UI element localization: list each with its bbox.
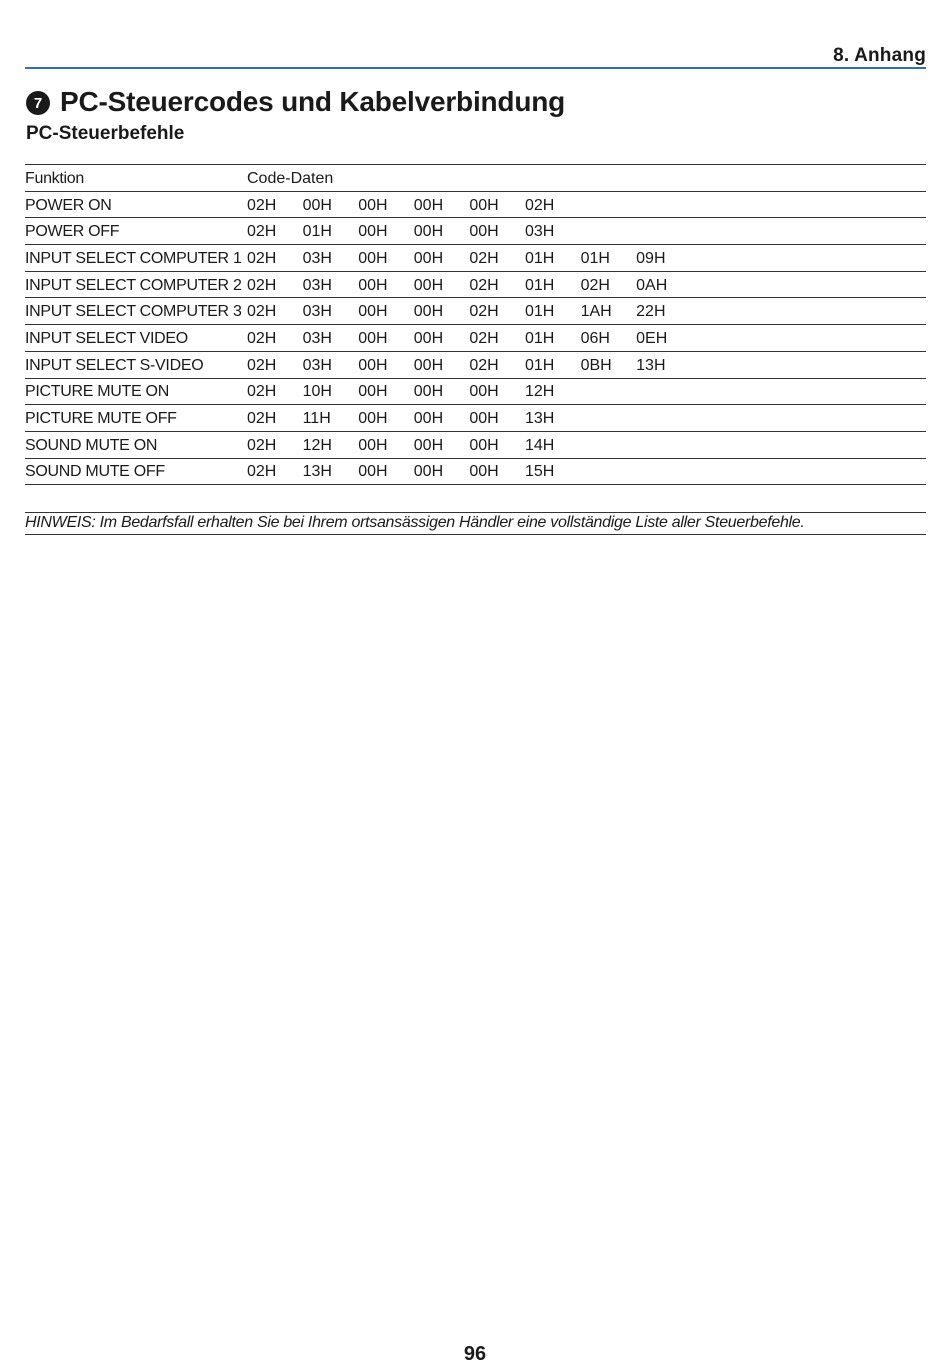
section-title: PC-Steuerbefehle [26, 123, 185, 144]
code-cell [636, 405, 926, 432]
code-cell: 00H [469, 458, 525, 485]
code-cell: 00H [358, 351, 414, 378]
table-row [25, 378, 926, 405]
code-cell [581, 405, 637, 432]
function-cell: PICTURE MUTE OFF [25, 405, 247, 432]
function-cell: POWER ON [25, 191, 247, 218]
code-cell: 00H [358, 271, 414, 298]
code-cell: 02H [247, 325, 303, 352]
code-cell [636, 431, 926, 458]
code-cell: 01H [525, 271, 581, 298]
code-cell: 00H [358, 431, 414, 458]
code-cell [581, 431, 637, 458]
function-cell: PICTURE MUTE ON [25, 378, 247, 405]
header-function: Funktion [25, 165, 247, 192]
code-cell: 15H [525, 458, 581, 485]
code-cell: 12H [303, 431, 359, 458]
table-row [25, 218, 926, 245]
code-cell: 03H [303, 298, 359, 325]
code-cell: 22H [636, 298, 926, 325]
table-header-row [25, 165, 926, 192]
code-cell: 02H [247, 271, 303, 298]
code-cell: 00H [358, 325, 414, 352]
function-cell: SOUND MUTE OFF [25, 458, 247, 485]
table-row [25, 245, 926, 272]
header-rule [25, 67, 926, 69]
code-cell [636, 378, 926, 405]
code-cell: 14H [525, 431, 581, 458]
table-row [25, 458, 926, 485]
code-cell: 0EH [636, 325, 926, 352]
code-cell: 00H [469, 218, 525, 245]
code-cell: 00H [414, 351, 470, 378]
code-cell: 0AH [636, 271, 926, 298]
code-cell: 02H [247, 405, 303, 432]
code-cell [636, 218, 926, 245]
code-cell: 01H [525, 245, 581, 272]
command-table [25, 164, 926, 485]
code-cell: 01H [581, 245, 637, 272]
code-cell: 02H [247, 458, 303, 485]
function-cell: INPUT SELECT COMPUTER 2 [25, 271, 247, 298]
function-cell: INPUT SELECT VIDEO [25, 325, 247, 352]
code-cell: 00H [414, 458, 470, 485]
code-cell: 00H [414, 245, 470, 272]
code-cell: 02H [247, 191, 303, 218]
page-title [26, 86, 565, 118]
code-cell: 00H [414, 191, 470, 218]
code-cell [581, 191, 637, 218]
function-cell: SOUND MUTE ON [25, 431, 247, 458]
code-cell: 03H [525, 218, 581, 245]
code-cell: 02H [247, 431, 303, 458]
code-cell: 03H [303, 325, 359, 352]
code-cell: 06H [581, 325, 637, 352]
code-cell: 00H [414, 378, 470, 405]
code-cell: 10H [303, 378, 359, 405]
code-cell: 02H [469, 245, 525, 272]
code-cell: 02H [469, 325, 525, 352]
code-cell: 00H [414, 405, 470, 432]
code-cell: 13H [303, 458, 359, 485]
code-cell: 1AH [581, 298, 637, 325]
section-number-badge: 7 [26, 91, 50, 115]
table-row [25, 351, 926, 378]
table-row [25, 431, 926, 458]
code-cell: 00H [358, 191, 414, 218]
code-cell [581, 458, 637, 485]
code-cell [636, 458, 926, 485]
code-cell: 00H [414, 325, 470, 352]
table-row [25, 271, 926, 298]
code-cell [581, 218, 637, 245]
table-row [25, 405, 926, 432]
code-cell: 00H [469, 191, 525, 218]
note-hint: HINWEIS: Im Bedarfsfall erhalten Sie bei Ihrem ortsansässigen Händler eine vollständige Liste aller Steuerbefehle. [25, 512, 926, 535]
code-cell: 00H [469, 431, 525, 458]
code-cell: 00H [414, 218, 470, 245]
code-cell: 01H [525, 298, 581, 325]
function-cell: INPUT SELECT S-VIDEO [25, 351, 247, 378]
header-code-data: Code-Daten [247, 165, 926, 192]
code-cell: 00H [358, 218, 414, 245]
code-cell: 11H [303, 405, 359, 432]
code-cell: 03H [303, 245, 359, 272]
code-cell: 00H [358, 458, 414, 485]
function-cell: INPUT SELECT COMPUTER 3 [25, 298, 247, 325]
code-cell: 02H [247, 245, 303, 272]
code-cell: 02H [525, 191, 581, 218]
code-cell: 03H [303, 271, 359, 298]
code-cell: 00H [358, 405, 414, 432]
code-cell: 02H [581, 271, 637, 298]
function-cell: POWER OFF [25, 218, 247, 245]
code-cell: 02H [247, 378, 303, 405]
code-cell: 01H [525, 325, 581, 352]
function-cell: INPUT SELECT COMPUTER 1 [25, 245, 247, 272]
chapter-header: 8. Anhang [833, 45, 926, 66]
code-cell: 00H [358, 245, 414, 272]
code-cell: 02H [247, 298, 303, 325]
code-cell: 00H [469, 405, 525, 432]
code-cell: 00H [414, 271, 470, 298]
code-cell: 13H [636, 351, 926, 378]
page-title-text: PC-Steuercodes und Kabelverbindung [60, 86, 566, 117]
code-cell: 0BH [581, 351, 637, 378]
code-cell: 13H [525, 405, 581, 432]
table-row [25, 298, 926, 325]
code-cell: 00H [303, 191, 359, 218]
table-row [25, 191, 926, 218]
code-cell: 09H [636, 245, 926, 272]
code-cell: 01H [303, 218, 359, 245]
code-cell: 12H [525, 378, 581, 405]
code-cell [636, 191, 926, 218]
code-cell: 02H [247, 218, 303, 245]
code-cell: 02H [469, 298, 525, 325]
code-cell: 00H [469, 378, 525, 405]
table-row [25, 325, 926, 352]
code-cell [581, 378, 637, 405]
code-cell: 00H [414, 431, 470, 458]
code-cell: 02H [469, 351, 525, 378]
code-cell: 00H [358, 298, 414, 325]
code-cell: 03H [303, 351, 359, 378]
code-cell: 00H [414, 298, 470, 325]
page-number: 96 [463, 1343, 487, 1365]
code-cell: 02H [247, 351, 303, 378]
code-cell: 00H [358, 378, 414, 405]
code-cell: 02H [469, 271, 525, 298]
code-cell: 01H [525, 351, 581, 378]
